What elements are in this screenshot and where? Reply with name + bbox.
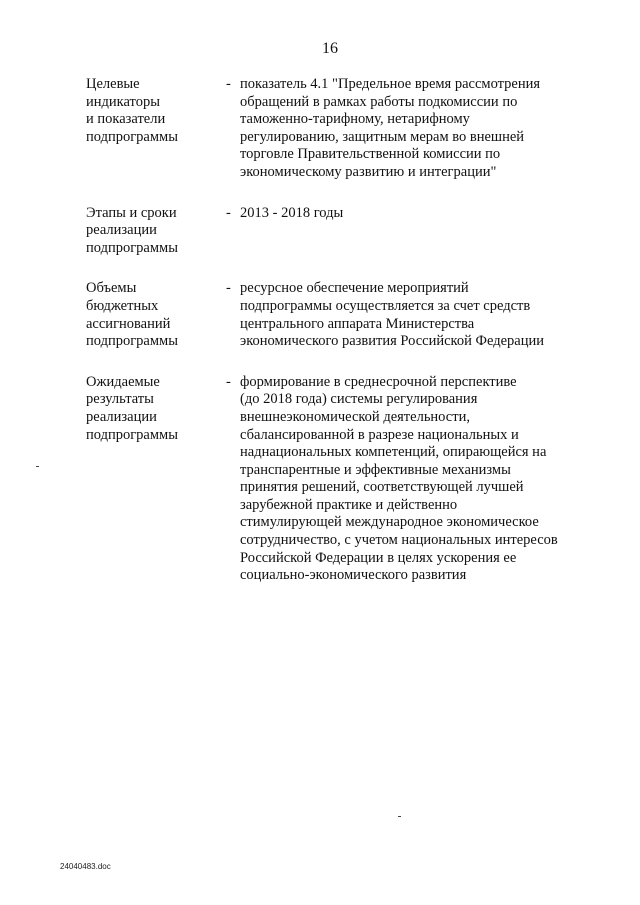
passport-table [86, 76, 586, 585]
row-dash: - [226, 373, 231, 390]
row-dash: - [226, 76, 231, 92]
row-value: ресурсное обеспечение мероприятий подпрограммы осуществляется за счет средств центрального аппарата Министерства экономического развития Российской Федерации [240, 280, 544, 350]
row-stages-and-terms [86, 205, 586, 258]
row-value: формирование в среднесрочной перспективе (до 2018 года) системы регулирования внешнеэкономической деятельности, сбалансированной в разрезе национальных и наднациональных компетенций, опирающейся на транспарентные и эффективные механизмы принятия решений, соответствующей лучшей зарубежной практике и действенно стимулирующей международное экономическое сотрудничество, с учетом национальных интересов Российской Федерации в целях ускорения ее социально-экономического развития [240, 373, 558, 584]
row-expected-results [86, 374, 586, 585]
row-label: Ожидаемые результаты реализации подпрограммы [86, 373, 178, 443]
scan-mark [398, 816, 401, 817]
scan-mark [36, 466, 39, 467]
row-value: показатель 4.1 "Предельное время рассмотрения обращений в рамках работы подкомиссии по таможенно-тарифному, нетарифному регулированию, защитным мерам во внешней торговле Правительственной комиссии по экономическому развитию и интеграции" [240, 76, 541, 180]
row-label: Целевые индикаторы и показатели подпрограммы [86, 76, 178, 145]
row-dash: - [226, 280, 231, 297]
row-budget-allocations [86, 280, 586, 350]
row-target-indicators [86, 76, 586, 182]
document-filename: 24040483.doc [60, 862, 111, 871]
row-value: 2013 - 2018 годы [240, 204, 344, 221]
row-label: Этапы и сроки реализации подпрограммы [86, 204, 178, 256]
page-number: 16 [322, 40, 338, 57]
row-dash: - [226, 204, 231, 221]
row-label: Объемы бюджетных ассигнований подпрограммы [86, 280, 178, 350]
